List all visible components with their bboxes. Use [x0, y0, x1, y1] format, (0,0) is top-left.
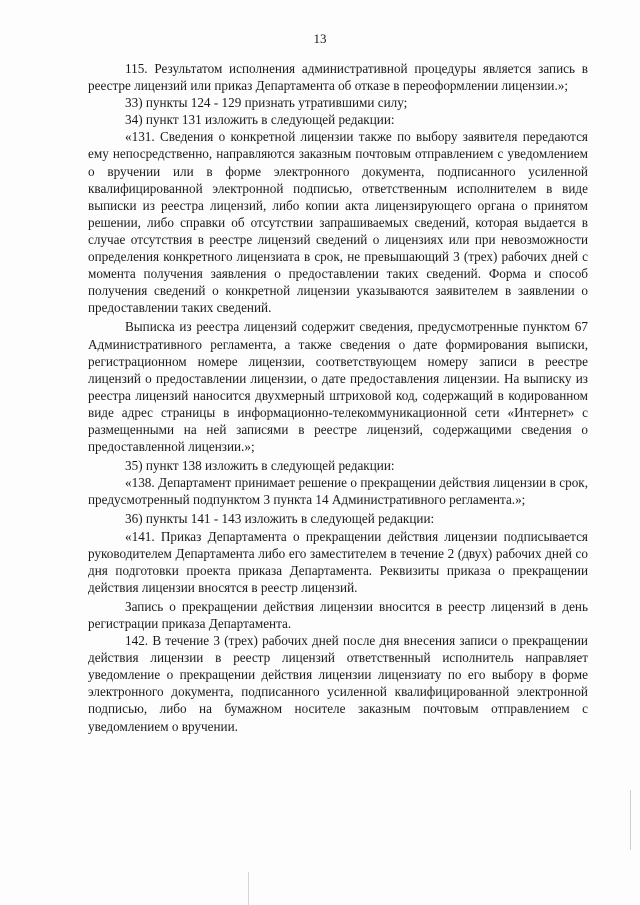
paragraph-item-34: 34) пункт 131 изложить в следующей редакции: — [125, 112, 395, 128]
paragraph-item-36: 36) пункты 141 - 143 изложить в следующей редакции: — [125, 511, 435, 527]
paragraph-142: 142. В течение 3 (трех) рабочих дней после дня внесения записи о прекращении действия лицензии в реестр лицензий ответственный исполнитель направляет уведомление о прекращении действия лицензии лицензиату по его выбору в форме электронного документа, подписанного усиленной квалифицированной электронной подписью, либо на бумажном носителе заказным почтовым отправлением с уведомлением о вручении. — [88, 633, 588, 734]
paragraph-138: «138. Департамент принимает решение о прекращении действия лицензии в срок, предусмотренный подпунктом 3 пункта 14 Административного регламента.»; — [88, 475, 588, 508]
scan-bottom-line — [248, 872, 249, 905]
paragraph-141: «141. Приказ Департамента о прекращении действия лицензии подписывается руководителем Департамента либо его заместителем в течение 2 (двух) рабочих дней со дня подготовки проекта приказа Департамента. Реквизиты приказа о прекращении действия лицензии вносятся в реестр лицензий. — [88, 528, 588, 595]
paragraph-item-33: 33) пункты 124 - 129 признать утратившими силу; — [125, 95, 408, 111]
scan-edge-line — [630, 790, 631, 850]
document-body — [88, 60, 588, 735]
page-number: 13 — [313, 31, 327, 46]
paragraph-extract-registry: Выписка из реестра лицензий содержит сведения, предусмотренные пунктом 67 Административного регламента, а также сведения о дате формирования выписки, регистрационном номере лицензии, соответствующем номеру записи в реестре лицензий о предоставлении лицензии, о дате предоставления лицензии. На выписку из реестра лицензий наносится двухмерный штриховой код, содержащий в кодированном виде адрес страницы в информационно-телекоммуникационной сети «Интернет» с размещенными на ней записями в реестре лицензий, содержащими сведения о предоставленной лицензии.»; — [88, 319, 588, 455]
paragraph-115: 115. Результатом исполнения административной процедуры является запись в реестре лицензий или приказ Департамента об отказе в переоформлении лицензии.»; — [88, 61, 588, 94]
paragraph-termination-record: Запись о прекращении действия лицензии вносится в реестр лицензий в день регистрации приказа Департамента. — [88, 598, 588, 631]
paragraph-131: «131. Сведения о конкретной лицензии также по выбору заявителя передаются ему непосредственно, направляются заказным почтовым отправлением с уведомлением о вручении или в форме электронного документа, подписанного усиленной квалифицированной электронной подписью, ответственным исполнителем в виде выписки из реестра лицензий, либо копии акта лицензирующего органа о принятом решении, либо справки об отсутствии запрашиваемых сведений, которая выдается в случае отсутствия в реестре лицензий сведений о лицензиях или при невозможности определения конкретного лицензиата в срок, не превышающий 3 (трех) рабочих дней с момента получения заявления о предоставлении таких сведений. Форма и способ получения сведений о конкретной лицензии указываются заявителем в заявлении о предоставлении таких сведений. — [88, 129, 588, 316]
paragraph-item-35: 35) пункт 138 изложить в следующей редакции: — [125, 458, 395, 474]
